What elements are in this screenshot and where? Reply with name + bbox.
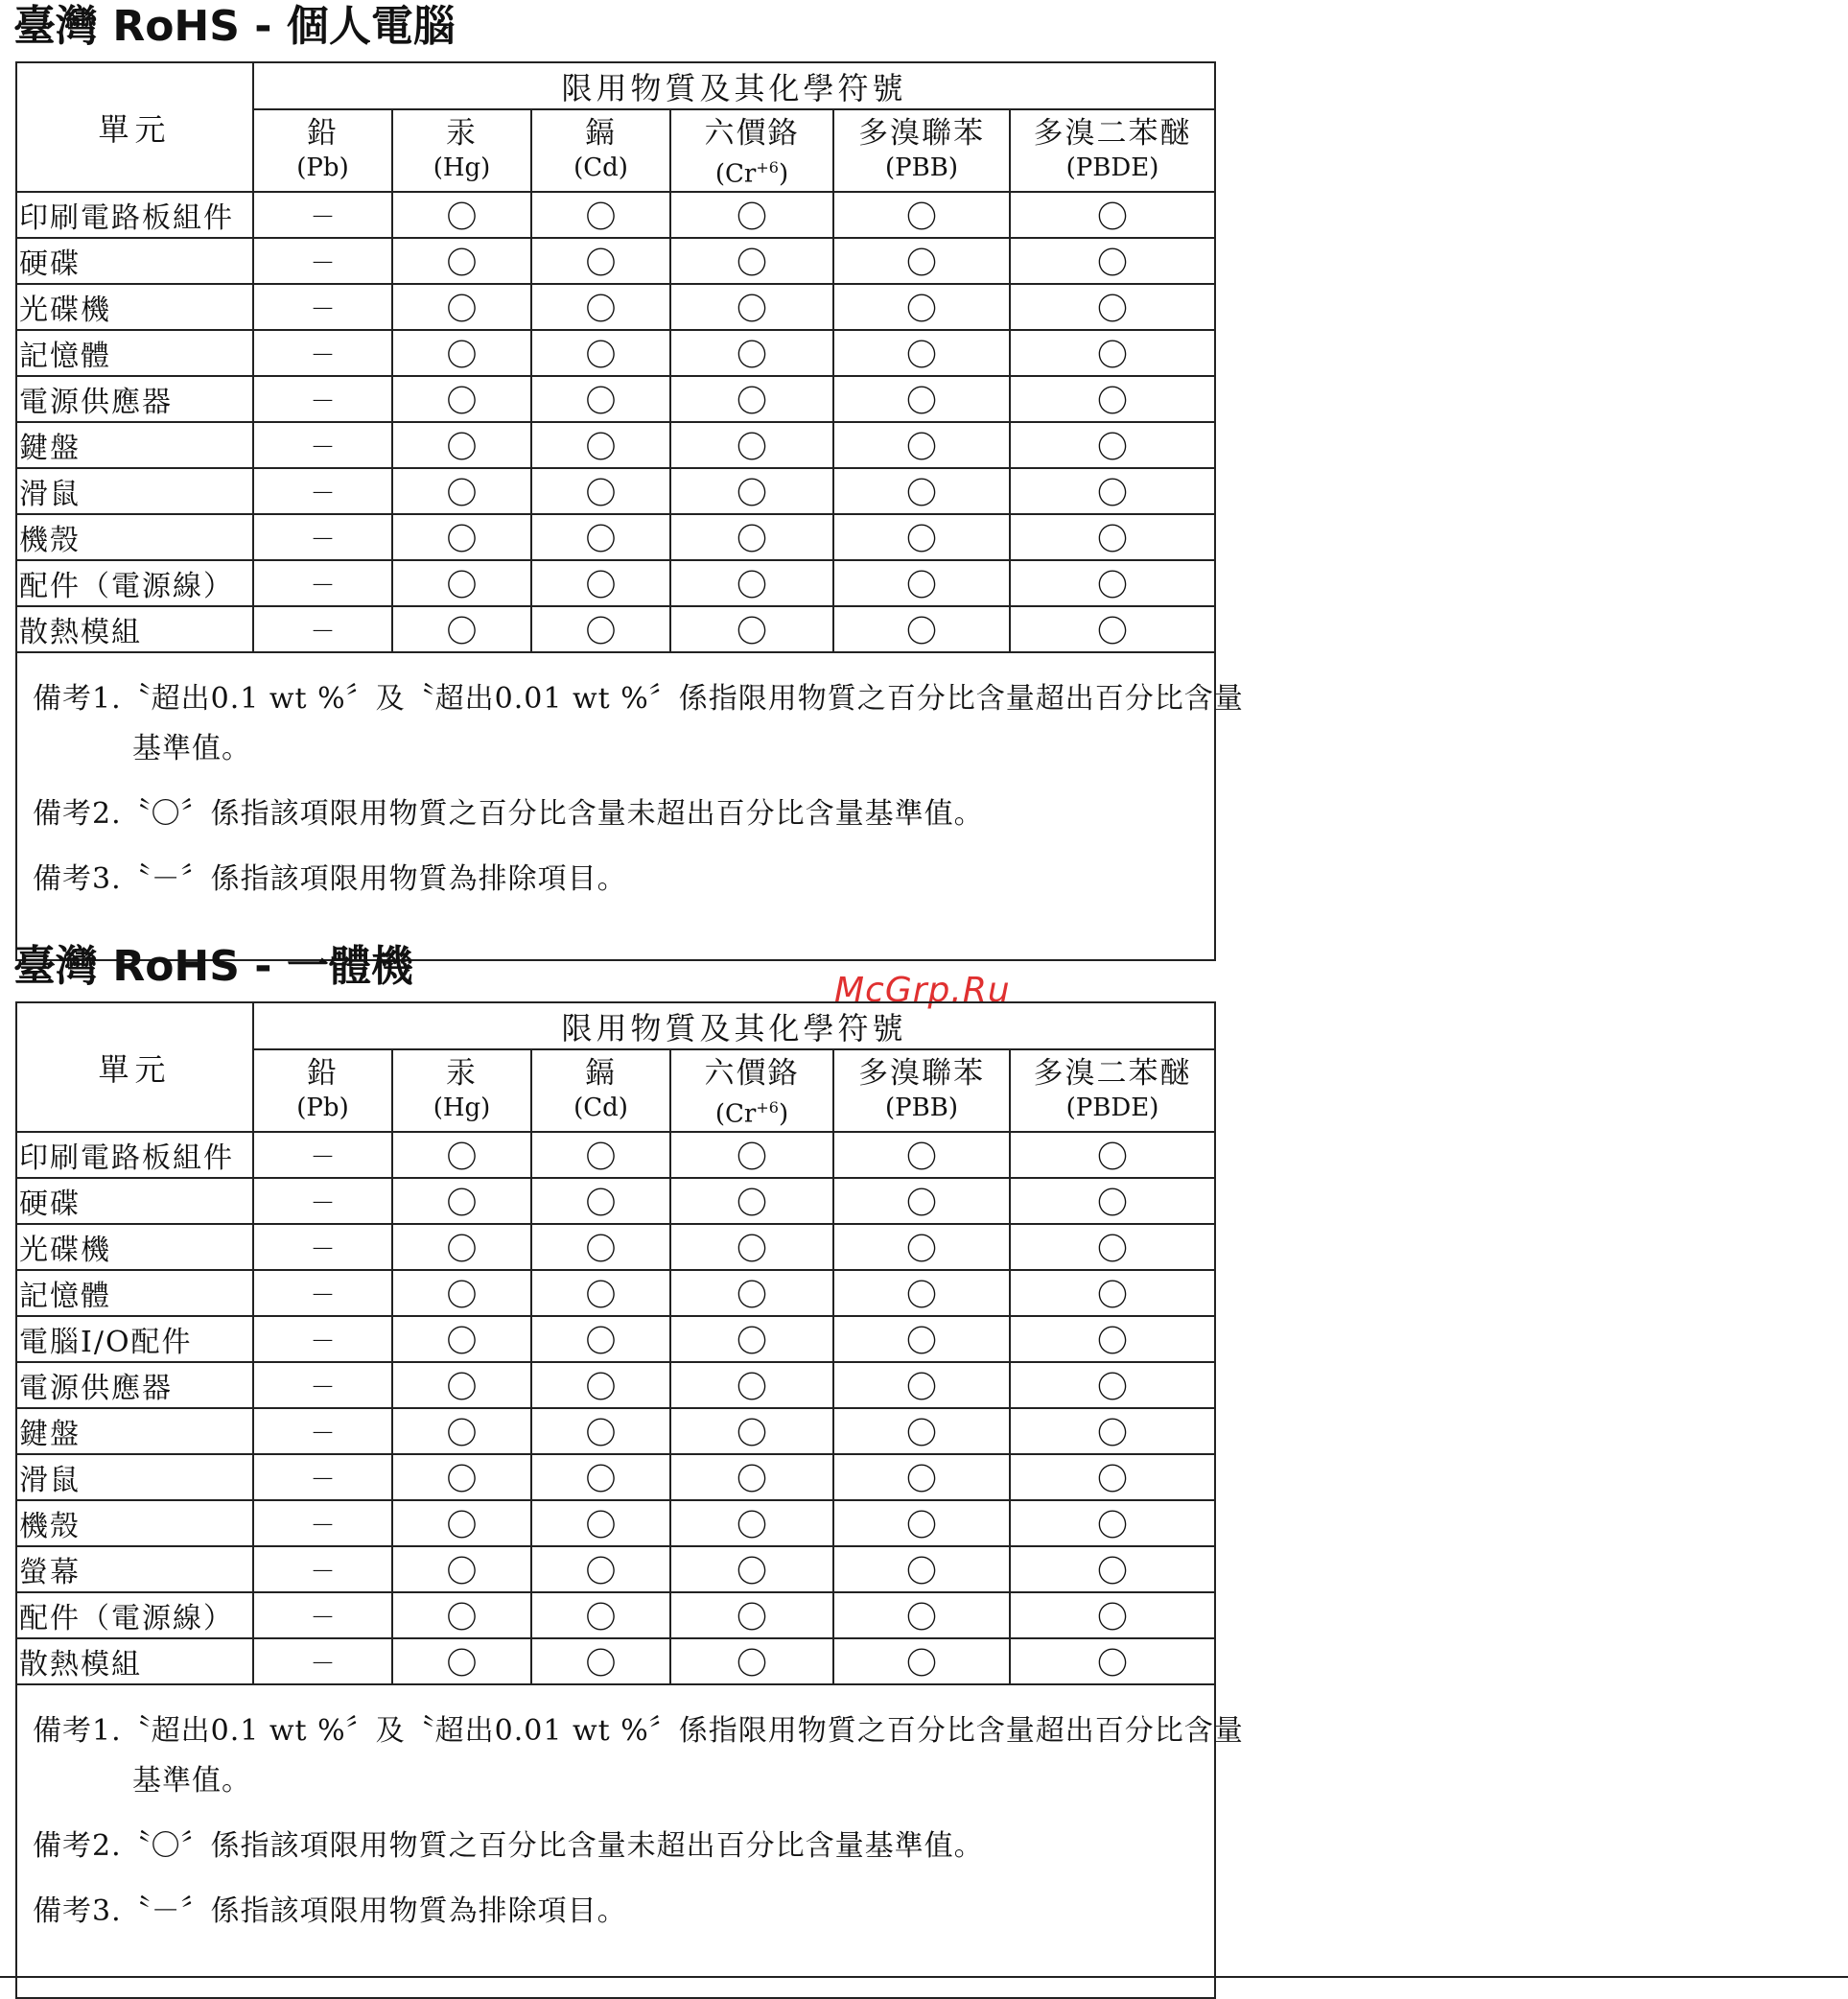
compliant-mark: 〇	[670, 1316, 833, 1362]
notes-block	[16, 1684, 1244, 1998]
substance-symbol: (Cd)	[573, 153, 628, 182]
compliant-mark: 〇	[833, 1638, 1010, 1684]
compliant-mark: 〇	[833, 560, 1010, 606]
substance-header-mercury	[392, 1049, 531, 1132]
page-bottom-rule	[0, 1976, 1848, 1978]
compliant-mark: 〇	[833, 1178, 1010, 1224]
substance-header-lead	[253, 109, 392, 192]
compliant-mark: 〇	[531, 468, 670, 514]
exempt-mark: －	[253, 192, 392, 238]
compliant-mark: 〇	[833, 1132, 1010, 1178]
substance-name: 鎘	[585, 1056, 617, 1091]
compliant-mark: 〇	[833, 1362, 1010, 1408]
note-3: 備考3.〝－〞係指該項限用物質為排除項目。	[33, 1894, 627, 1928]
table-row	[16, 1500, 1215, 1546]
unit-header: 單元	[16, 62, 253, 192]
symbol-superscript: +6	[756, 158, 779, 176]
compliant-mark: 〇	[670, 468, 833, 514]
substance-header-pbde	[1010, 1049, 1215, 1132]
compliant-mark: 〇	[392, 284, 531, 330]
compliant-mark: 〇	[392, 1316, 531, 1362]
substance-name: 多溴二苯醚	[1033, 1056, 1192, 1091]
compliant-mark: 〇	[670, 1178, 833, 1224]
compliant-mark: 〇	[670, 1362, 833, 1408]
compliant-mark: 〇	[392, 1592, 531, 1638]
compliant-mark: 〇	[670, 284, 833, 330]
substance-name: 鎘	[585, 116, 617, 151]
table-row	[16, 1362, 1215, 1408]
note-1-line-2: 基準值。	[132, 1764, 251, 1798]
substance-symbol: (Pb)	[296, 153, 349, 182]
compliant-mark: 〇	[1010, 560, 1215, 606]
compliant-mark: 〇	[1010, 1132, 1215, 1178]
substance-name: 多溴聯苯	[858, 116, 985, 151]
compliant-mark: 〇	[833, 238, 1010, 284]
table-row	[16, 1408, 1215, 1454]
unit-label: 硬碟	[16, 238, 253, 284]
unit-label: 鍵盤	[16, 422, 253, 468]
compliant-mark: 〇	[531, 1270, 670, 1316]
compliant-mark: 〇	[670, 1224, 833, 1270]
compliant-mark: 〇	[833, 422, 1010, 468]
unit-label: 散熱模組	[16, 606, 253, 652]
table-row	[16, 1454, 1215, 1500]
unit-label: 鍵盤	[16, 1408, 253, 1454]
table-body	[16, 192, 1215, 652]
table-row	[16, 1132, 1215, 1178]
unit-label: 記憶體	[16, 1270, 253, 1316]
compliant-mark: 〇	[531, 330, 670, 376]
exempt-mark: －	[253, 1408, 392, 1454]
substance-name: 鉛	[307, 1056, 339, 1091]
compliant-mark: 〇	[833, 1408, 1010, 1454]
compliant-mark: 〇	[833, 1546, 1010, 1592]
table-row	[16, 1592, 1215, 1638]
exempt-mark: －	[253, 376, 392, 422]
compliant-mark: 〇	[1010, 284, 1215, 330]
compliant-mark: 〇	[670, 1546, 833, 1592]
compliant-mark: 〇	[833, 1592, 1010, 1638]
compliant-mark: 〇	[670, 1408, 833, 1454]
substance-name: 六價鉻	[704, 116, 800, 151]
symbol-base: (Cr	[714, 1099, 757, 1129]
table-row	[16, 284, 1215, 330]
exempt-mark: －	[253, 1638, 392, 1684]
compliant-mark: 〇	[833, 514, 1010, 560]
compliant-mark: 〇	[392, 1224, 531, 1270]
unit-label: 螢幕	[16, 1546, 253, 1592]
compliant-mark: 〇	[1010, 422, 1215, 468]
substance-symbol	[671, 1093, 832, 1130]
exempt-mark: －	[253, 1316, 392, 1362]
compliant-mark: 〇	[531, 560, 670, 606]
table-row	[16, 330, 1215, 376]
compliant-mark: 〇	[531, 1132, 670, 1178]
note-3: 備考3.〝－〞係指該項限用物質為排除項目。	[33, 862, 627, 896]
compliant-mark: 〇	[531, 1500, 670, 1546]
unit-header: 單元	[16, 1002, 253, 1132]
compliant-mark: 〇	[392, 514, 531, 560]
compliant-mark: 〇	[1010, 1592, 1215, 1638]
table-row	[16, 1224, 1215, 1270]
watermark: McGrp.Ru	[834, 971, 1011, 1010]
compliant-mark: 〇	[1010, 606, 1215, 652]
compliant-mark: 〇	[670, 1454, 833, 1500]
compliant-mark: 〇	[670, 1270, 833, 1316]
exempt-mark: －	[253, 606, 392, 652]
compliant-mark: 〇	[531, 1454, 670, 1500]
exempt-mark: －	[253, 1500, 392, 1546]
substance-header-cadmium	[531, 109, 670, 192]
compliant-mark: 〇	[392, 1270, 531, 1316]
compliant-mark: 〇	[1010, 1454, 1215, 1500]
compliant-mark: 〇	[833, 1500, 1010, 1546]
compliant-mark: 〇	[1010, 1362, 1215, 1408]
substance-symbol	[671, 153, 832, 190]
substance-symbol: (Hg)	[433, 153, 491, 182]
table-row	[16, 376, 1215, 422]
compliant-mark: 〇	[833, 1224, 1010, 1270]
compliant-mark: 〇	[670, 422, 833, 468]
table-row	[16, 468, 1215, 514]
table-row	[16, 1316, 1215, 1362]
compliant-mark: 〇	[1010, 376, 1215, 422]
compliant-mark: 〇	[392, 376, 531, 422]
compliant-mark: 〇	[392, 422, 531, 468]
compliant-mark: 〇	[1010, 1546, 1215, 1592]
substance-header-cadmium	[531, 1049, 670, 1132]
exempt-mark: －	[253, 1178, 392, 1224]
compliant-mark: 〇	[531, 422, 670, 468]
table-row	[16, 1178, 1215, 1224]
substance-symbol: (Pb)	[296, 1094, 349, 1122]
compliant-mark: 〇	[392, 238, 531, 284]
compliant-mark: 〇	[1010, 468, 1215, 514]
compliant-mark: 〇	[531, 1408, 670, 1454]
exempt-mark: －	[253, 422, 392, 468]
compliant-mark: 〇	[1010, 1178, 1215, 1224]
unit-label: 印刷電路板組件	[16, 1132, 253, 1178]
table-row	[16, 514, 1215, 560]
substance-symbol: (PBB)	[885, 1094, 958, 1122]
compliant-mark: 〇	[392, 1408, 531, 1454]
unit-label: 滑鼠	[16, 468, 253, 514]
table-row	[16, 560, 1215, 606]
unit-label: 機殼	[16, 514, 253, 560]
exempt-mark: －	[253, 1546, 392, 1592]
compliant-mark: 〇	[1010, 1408, 1215, 1454]
compliant-mark: 〇	[392, 468, 531, 514]
compliant-mark: 〇	[833, 376, 1010, 422]
compliant-mark: 〇	[531, 238, 670, 284]
compliant-mark: 〇	[1010, 1638, 1215, 1684]
substance-symbol: (Hg)	[433, 1094, 491, 1122]
exempt-mark: －	[253, 330, 392, 376]
substance-name: 汞	[446, 1056, 478, 1091]
compliant-mark: 〇	[670, 376, 833, 422]
compliant-mark: 〇	[392, 1454, 531, 1500]
compliant-mark: 〇	[833, 1454, 1010, 1500]
unit-label: 光碟機	[16, 284, 253, 330]
compliant-mark: 〇	[392, 1546, 531, 1592]
symbol-end: )	[778, 1099, 789, 1129]
compliant-mark: 〇	[1010, 192, 1215, 238]
compliant-mark: 〇	[531, 1638, 670, 1684]
exempt-mark: －	[253, 1362, 392, 1408]
compliant-mark: 〇	[670, 606, 833, 652]
compliant-mark: 〇	[392, 1500, 531, 1546]
compliant-mark: 〇	[531, 1224, 670, 1270]
unit-label: 機殼	[16, 1500, 253, 1546]
compliant-mark: 〇	[1010, 1270, 1215, 1316]
compliant-mark: 〇	[531, 192, 670, 238]
substance-name: 鉛	[307, 116, 339, 151]
substance-symbol: (Cd)	[573, 1094, 628, 1122]
compliant-mark: 〇	[531, 1362, 670, 1408]
table-row	[16, 192, 1215, 238]
symbol-superscript: +6	[756, 1098, 779, 1117]
exempt-mark: －	[253, 1270, 392, 1316]
compliant-mark: 〇	[392, 1132, 531, 1178]
compliant-mark: 〇	[531, 1546, 670, 1592]
note-2: 備考2.〝〇〞係指該項限用物質之百分比含量未超出百分比含量基準值。	[33, 797, 984, 831]
substance-name: 多溴二苯醚	[1033, 116, 1192, 151]
compliant-mark: 〇	[670, 1500, 833, 1546]
compliant-mark: 〇	[1010, 514, 1215, 560]
compliant-mark: 〇	[670, 192, 833, 238]
compliant-mark: 〇	[670, 330, 833, 376]
compliant-mark: 〇	[1010, 1224, 1215, 1270]
exempt-mark: －	[253, 284, 392, 330]
unit-label: 滑鼠	[16, 1454, 253, 1500]
compliant-mark: 〇	[392, 1362, 531, 1408]
exempt-mark: －	[253, 1592, 392, 1638]
unit-label: 記憶體	[16, 330, 253, 376]
note-1-line-2: 基準值。	[132, 732, 251, 765]
exempt-mark: －	[253, 1224, 392, 1270]
compliant-mark: 〇	[833, 1270, 1010, 1316]
compliant-mark: 〇	[392, 606, 531, 652]
substance-symbol: (PBB)	[885, 153, 958, 182]
compliant-mark: 〇	[833, 192, 1010, 238]
symbol-end: )	[778, 159, 789, 189]
compliant-mark: 〇	[531, 1316, 670, 1362]
compliant-mark: 〇	[670, 1132, 833, 1178]
compliant-mark: 〇	[392, 560, 531, 606]
table-row	[16, 238, 1215, 284]
compliant-mark: 〇	[833, 330, 1010, 376]
substance-name: 汞	[446, 116, 478, 151]
compliant-mark: 〇	[833, 468, 1010, 514]
section-title: 臺灣 RoHS - 個人電腦	[13, 2, 456, 51]
note-2: 備考2.〝〇〞係指該項限用物質之百分比含量未超出百分比含量基準值。	[33, 1829, 984, 1863]
compliant-mark: 〇	[531, 1178, 670, 1224]
exempt-mark: －	[253, 560, 392, 606]
note-1	[33, 680, 1244, 768]
exempt-mark: －	[253, 1454, 392, 1500]
compliant-mark: 〇	[1010, 1316, 1215, 1362]
compliant-mark: 〇	[1010, 330, 1215, 376]
substance-symbol: (PBDE)	[1065, 1094, 1159, 1122]
unit-label: 硬碟	[16, 1178, 253, 1224]
table-row	[16, 1270, 1215, 1316]
table-row	[16, 1546, 1215, 1592]
notes-block	[16, 652, 1244, 960]
substance-group-header: 限用物質及其化學符號	[253, 62, 1215, 109]
compliant-mark: 〇	[833, 284, 1010, 330]
section-title: 臺灣 RoHS - 一體機	[13, 942, 413, 991]
substance-name: 六價鉻	[704, 1056, 800, 1091]
compliant-mark: 〇	[392, 1638, 531, 1684]
symbol-base: (Cr	[714, 159, 757, 189]
rohs-table-all-in-one	[15, 1001, 1244, 1999]
substance-symbol: (PBDE)	[1065, 153, 1159, 182]
compliant-mark: 〇	[670, 560, 833, 606]
substance-header-pbb	[833, 109, 1010, 192]
substance-header-mercury	[392, 109, 531, 192]
compliant-mark: 〇	[392, 330, 531, 376]
unit-label: 散熱模組	[16, 1638, 253, 1684]
table-row	[16, 606, 1215, 652]
compliant-mark: 〇	[833, 606, 1010, 652]
table-row	[16, 1638, 1215, 1684]
compliant-mark: 〇	[531, 606, 670, 652]
unit-label: 配件（電源線）	[16, 560, 253, 606]
compliant-mark: 〇	[1010, 1500, 1215, 1546]
compliant-mark: 〇	[670, 1592, 833, 1638]
compliant-mark: 〇	[392, 1178, 531, 1224]
unit-label: 電源供應器	[16, 1362, 253, 1408]
exempt-mark: －	[253, 1132, 392, 1178]
exempt-mark: －	[253, 238, 392, 284]
unit-label: 電腦I/O配件	[16, 1316, 253, 1362]
table-body	[16, 1132, 1215, 1684]
unit-label: 光碟機	[16, 1224, 253, 1270]
unit-label: 配件（電源線）	[16, 1592, 253, 1638]
substance-header-chromium	[670, 109, 833, 192]
compliant-mark: 〇	[531, 376, 670, 422]
substance-header-lead	[253, 1049, 392, 1132]
unit-label: 印刷電路板組件	[16, 192, 253, 238]
compliant-mark: 〇	[1010, 238, 1215, 284]
unit-label: 電源供應器	[16, 376, 253, 422]
compliant-mark: 〇	[531, 284, 670, 330]
compliant-mark: 〇	[670, 238, 833, 284]
compliant-mark: 〇	[392, 192, 531, 238]
exempt-mark: －	[253, 468, 392, 514]
table-row	[16, 422, 1215, 468]
compliant-mark: 〇	[670, 1638, 833, 1684]
note-1	[33, 1712, 1244, 1800]
substance-group-header: 限用物質及其化學符號	[253, 1002, 1215, 1049]
substance-header-pbde	[1010, 109, 1215, 192]
substance-header-chromium	[670, 1049, 833, 1132]
compliant-mark: 〇	[833, 1316, 1010, 1362]
rohs-table-personal-computer	[15, 61, 1244, 961]
substance-name: 多溴聯苯	[858, 1056, 985, 1091]
note-1-line-1: 備考1.〝超出0.1 wt %〞及〝超出0.01 wt %〞係指限用物質之百分比含量超出百分比含量	[33, 682, 1244, 716]
substance-header-pbb	[833, 1049, 1010, 1132]
note-1-line-1: 備考1.〝超出0.1 wt %〞及〝超出0.01 wt %〞係指限用物質之百分比含量超出百分比含量	[33, 1714, 1244, 1748]
compliant-mark: 〇	[531, 1592, 670, 1638]
compliant-mark: 〇	[670, 514, 833, 560]
exempt-mark: －	[253, 514, 392, 560]
compliant-mark: 〇	[531, 514, 670, 560]
